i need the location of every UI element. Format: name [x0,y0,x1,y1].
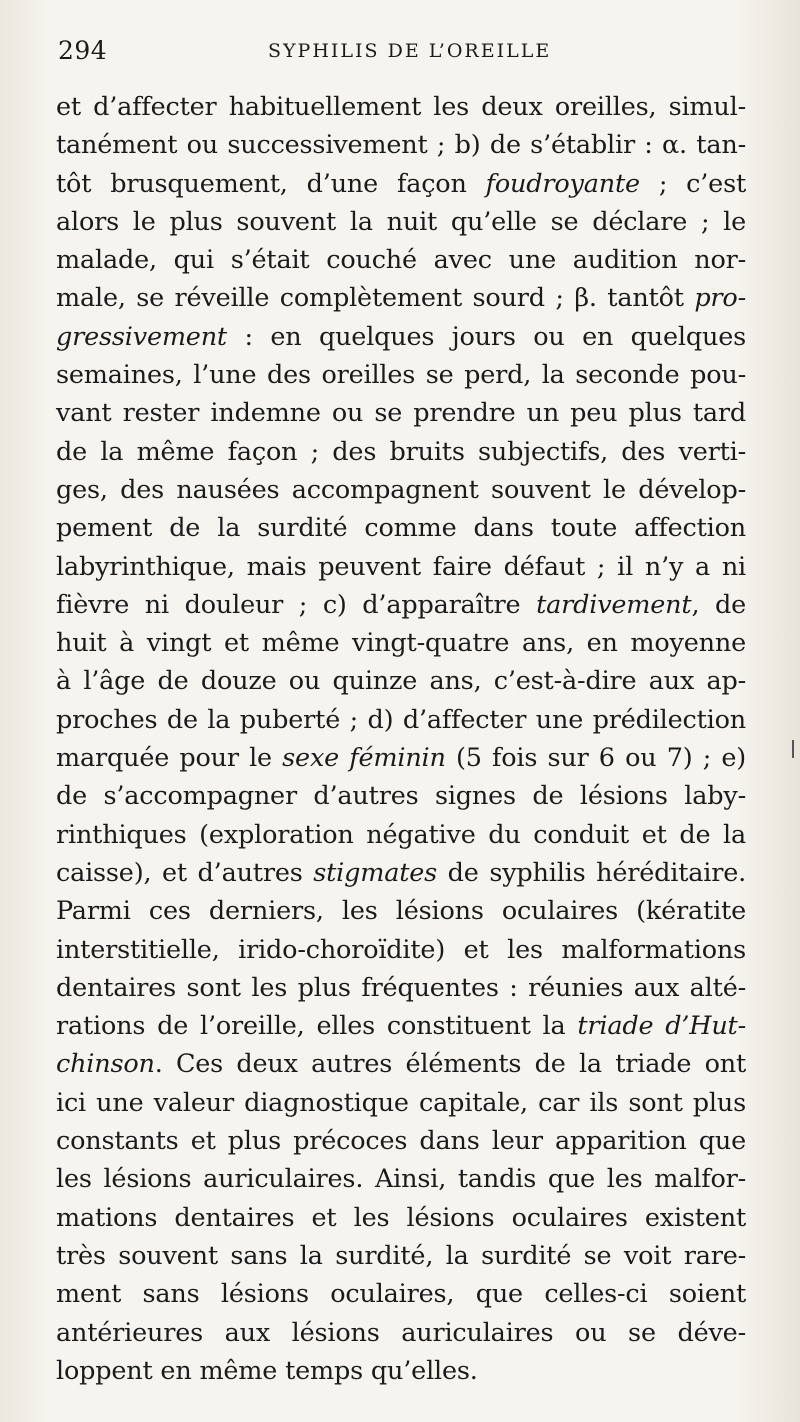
text-line: mations dentaires et les lésions oculaires existent [56,1202,746,1233]
text-line: tanément ou successivement ; b) de s’établir : α. tan- [56,130,746,161]
text-line: antérieures aux lésions auriculaires ou se déve- [56,1317,746,1348]
text-line: fièvre ni douleur ; c) d’apparaître tardivement, de [56,589,746,620]
text-line: constants et plus précoces dans leur apparition que [56,1126,746,1157]
text-line: chinson. Ces deux autres éléments de la triade ont [56,1049,746,1080]
running-title: SYPHILIS DE L’OREILLE [268,40,552,62]
text-line: ges, des nausées accompagnent souvent le dévelop- [56,474,746,505]
text-line: de la même façon ; des bruits subjectifs, des verti- [56,436,746,467]
text-line: vant rester indemne ou se prendre un peu plus tard [56,398,746,429]
margin-mark [792,740,794,758]
text-line: très souvent sans la surdité, la surdité se voit rare- [56,1240,746,1271]
text-line: huit à vingt et même vingt-quatre ans, en moyenne [56,628,746,659]
text-line: labyrinthique, mais peuvent faire défaut ; il n’y a ni [56,551,746,582]
text-line: loppent en même temps qu’elles. [56,1355,478,1386]
text-line: proches de la puberté ; d) d’affecter une prédilection [56,704,746,735]
text-line: caisse), et d’autres stigmates de syphilis héréditaire. [56,857,746,888]
text-line: gressivement : en quelques jours ou en quelques [56,321,746,352]
text-line: malade, qui s’était couché avec une audition nor- [56,245,746,276]
text-line: et d’affecter habituellement les deux oreilles, simul- [56,92,746,122]
text-line: male, se réveille complètement sourd ; β. tantôt pro- [56,283,746,314]
text-line: tôt brusquement, d’une façon foudroyante ; c’est [56,168,746,199]
text-line: ici une valeur diagnostique capitale, car ils sont plus [56,1087,746,1118]
text-line: ment sans lésions oculaires, que celles-ci soient [56,1279,746,1310]
text-line: marquée pour le sexe féminin (5 fois sur 6 ou 7) ; e) [56,743,746,774]
text-line: de s’accompagner d’autres signes de lésions laby- [56,781,746,812]
text-line: semaines, l’une des oreilles se perd, la seconde pou- [56,360,746,391]
text-line: à l’âge de douze ou quinze ans, c’est-à-dire aux ap- [56,666,746,697]
text-line: interstitielle, irido-choroïdite) et les malformations [56,934,746,965]
text-line: rinthiques (exploration négative du conduit et de la [56,819,746,850]
page-header [0,36,800,76]
text-line: Parmi ces derniers, les lésions oculaires (kératite [56,896,746,927]
text-line: pement de la surdité comme dans toute affection [56,513,746,544]
text-line: dentaires sont les plus fréquentes : réunies aux alté- [56,972,746,1003]
text-line: alors le plus souvent la nuit qu’elle se déclare ; le [56,206,746,237]
body-text [56,88,746,1390]
text-line: rations de l’oreille, elles constituent la triade d’Hut- [56,1011,747,1042]
page-number: 294 [58,36,108,65]
text-line: les lésions auriculaires. Ainsi, tandis que les malfor- [56,1164,746,1195]
